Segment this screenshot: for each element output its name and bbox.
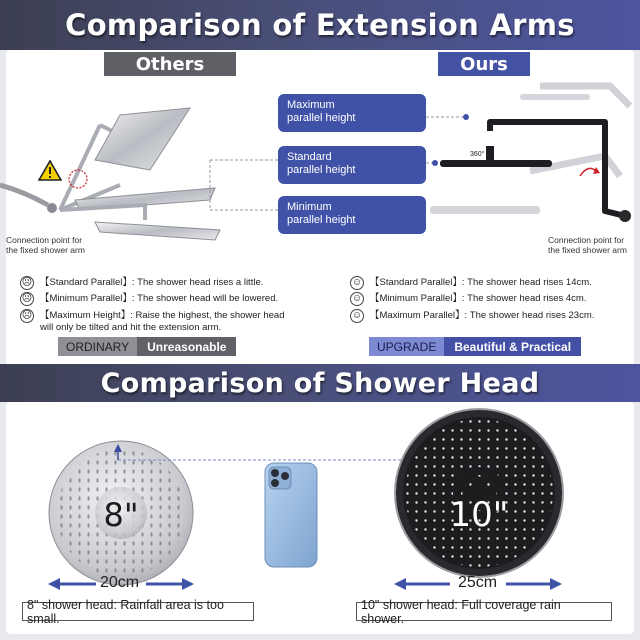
others-tab: Others <box>104 52 236 76</box>
extension-arms-title: Comparison of Extension Arms <box>65 8 575 42</box>
sad-face-icon: ☹ <box>21 293 33 304</box>
8-inch-caption: 8" shower head: Rainfall area is too small. <box>22 602 254 621</box>
smartphone <box>264 462 318 568</box>
8-inch-size-label: 8" <box>103 496 139 534</box>
sad-face-icon: ☹ <box>21 277 33 288</box>
ours-extension-arm-illustration <box>430 76 635 246</box>
shower-head-title: Comparison of Shower Head <box>100 367 540 399</box>
maximum-parallel-height-label: Maximum parallel height <box>278 94 426 132</box>
ours-tab: Ours <box>438 52 530 76</box>
smile-face-icon: ☺ <box>351 293 363 304</box>
10-inch-shower-head <box>394 408 564 578</box>
ours-note-standard: ☺ 【Standard Parallel】: The shower head rises 14cm. <box>351 277 592 288</box>
others-note-minimum: ☹ 【Minimum Parallel】: The shower head will be lowered. <box>21 293 279 304</box>
connection-point-left: Connection point for the fixed shower arm <box>6 235 85 255</box>
sad-face-icon: ☹ <box>21 310 33 321</box>
10-inch-size-label: 10" <box>449 495 509 535</box>
others-note-standard: ☹ 【Standard Parallel】: The shower head rises a little. <box>21 277 264 288</box>
minimum-parallel-height-label: Minimum parallel height <box>278 196 426 234</box>
rotation-label: 360° <box>470 151 485 158</box>
upgrade-tag: UPGRADE Beautiful & Practical <box>369 337 581 356</box>
25cm-width-label: 25cm <box>458 574 498 591</box>
standard-parallel-height-label: Standard parallel height <box>278 146 426 184</box>
ordinary-tag: ORDINARY Unreasonable <box>58 337 236 356</box>
10-inch-caption: 10" shower head: Full coverage rain shower. <box>356 602 612 621</box>
connection-point-right: Connection point for the fixed shower arm <box>548 235 627 255</box>
smile-face-icon: ☺ <box>351 310 363 321</box>
20cm-width-label: 20cm <box>100 574 140 591</box>
others-note-maximum: ☹ 【Maximum Height】: Raise the highest, the shower head will only be tilted and hit the extension arm. <box>21 310 285 333</box>
shower-head-banner <box>0 364 640 402</box>
smile-face-icon: ☺ <box>351 277 363 288</box>
ours-note-maximum: ☺ 【Maximum Parallel】: The shower head rises 23cm. <box>351 310 595 321</box>
ours-note-minimum: ☺ 【Minimum Parallel】: The shower head rises 4cm. <box>351 293 587 304</box>
min-marker-dot <box>408 208 414 214</box>
